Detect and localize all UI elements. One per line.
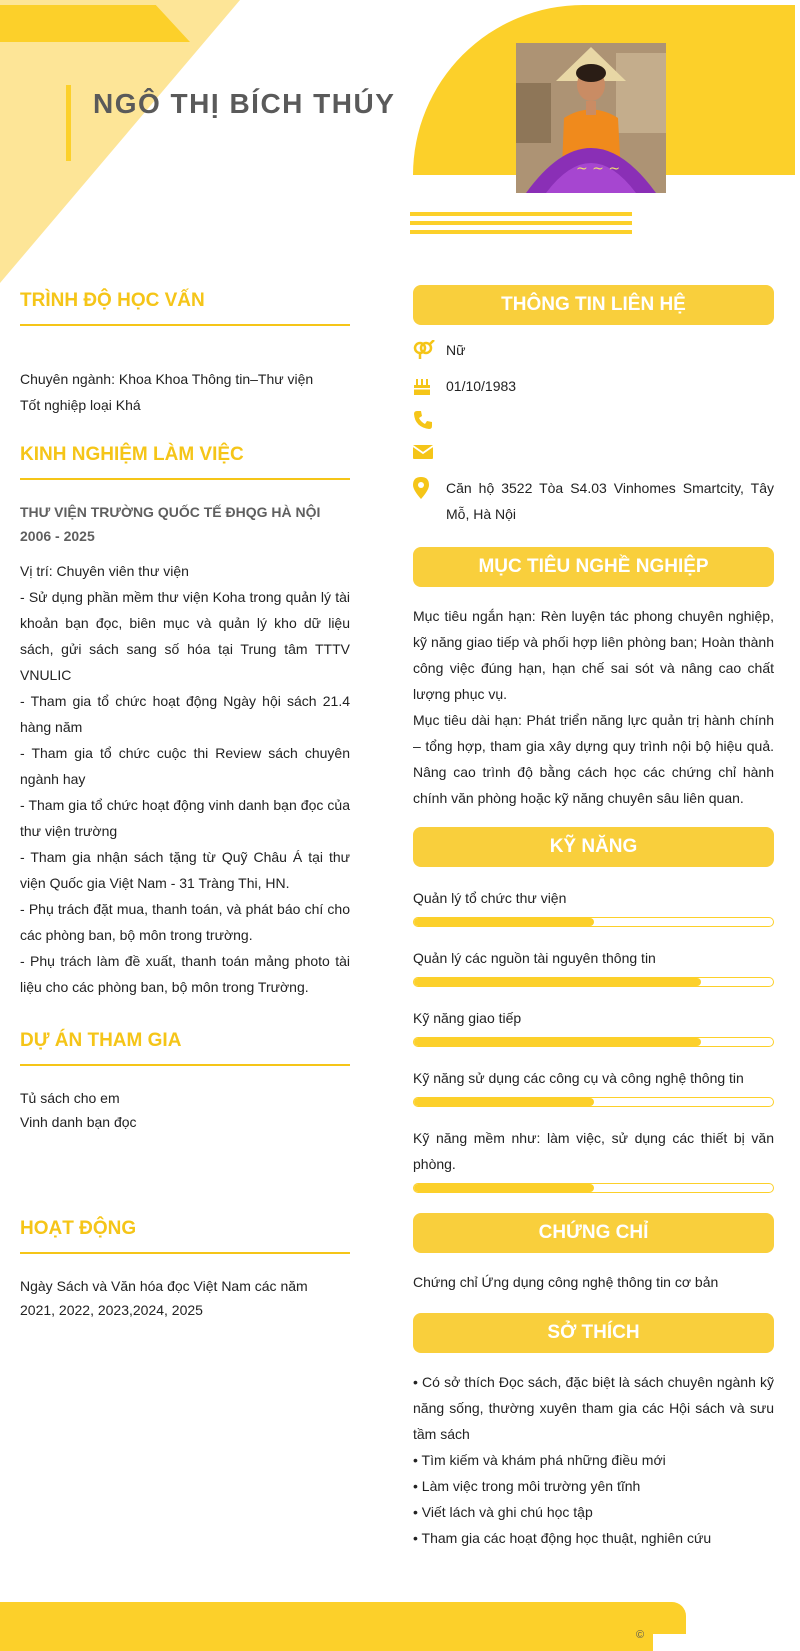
projects-heading: DỰ ÁN THAM GIA xyxy=(20,1030,350,1066)
education-heading: TRÌNH ĐỘ HỌC VẤN xyxy=(20,290,350,326)
skill-progress-fill xyxy=(414,1184,594,1192)
avatar xyxy=(516,43,666,193)
hobby-item: • Làm việc trong môi trường yên tĩnh xyxy=(413,1478,641,1494)
right-column xyxy=(413,285,774,1551)
experience-section xyxy=(20,444,350,1000)
skill-progress-fill xyxy=(414,1098,594,1106)
experience-item: Vị trí: Chuyên viên thư viện xyxy=(20,563,189,579)
location-pin-icon xyxy=(413,475,446,501)
skill-item xyxy=(413,1125,774,1193)
skills-heading: KỸ NĂNG xyxy=(413,827,774,867)
contact-heading: THÔNG TIN LIÊN HỆ xyxy=(413,285,774,325)
header-stripes-decoration xyxy=(410,212,632,239)
hobby-item: • Có sở thích Đọc sách, đặc biệt là sách chuyên ngành kỹ năng sống, thường xuyên tham gia các Hội sách và sưu tầm sách xyxy=(413,1374,774,1442)
skill-item xyxy=(413,945,774,987)
skill-progress-fill xyxy=(414,978,701,986)
contact-address-row xyxy=(413,475,774,527)
experience-item: - Tham gia tổ chức hoạt động Ngày hội sách 21.4 hàng năm xyxy=(20,693,350,735)
certificate-item: Chứng chỉ Ứng dụng công nghệ thông tin cơ bản xyxy=(413,1274,719,1290)
email-icon xyxy=(413,439,446,465)
contact-birthday-row xyxy=(413,373,774,399)
header-triangle-decoration xyxy=(0,0,240,283)
skill-item xyxy=(413,1065,774,1107)
activity-item: Ngày Sách và Văn hóa đọc Việt Nam các năm xyxy=(20,1278,308,1294)
birthday-cake-icon xyxy=(413,373,446,399)
skill-progress-bar xyxy=(413,1097,774,1107)
contact-address: Căn hộ 3522 Tòa S4.03 Vinhomes Smartcity, Tây Mỗ, Hà Nội xyxy=(446,480,774,522)
skill-progress-fill xyxy=(414,1038,701,1046)
activities-heading: HOẠT ĐỘNG xyxy=(20,1218,350,1254)
education-grade: Tốt nghiệp loại Khá xyxy=(20,397,141,413)
skill-item xyxy=(413,885,774,927)
experience-heading: KINH NGHIỆM LÀM VIỆC xyxy=(20,444,350,480)
skill-item xyxy=(413,1005,774,1047)
contact-email-row xyxy=(413,439,774,465)
experience-item: - Tham gia nhận sách tặng từ Quỹ Châu Á tại thư viện Quốc gia Việt Nam - 31 Tràng Thi, HN. xyxy=(20,849,350,891)
skill-label: Kỹ năng sử dụng các công cụ và công nghệ thông tin xyxy=(413,1070,744,1086)
education-section xyxy=(20,290,350,418)
contact-birthday: 01/10/1983 xyxy=(446,378,517,394)
contact-gender-row xyxy=(413,337,774,363)
page-title: NGÔ THỊ BÍCH THÚY xyxy=(93,88,396,119)
experience-company: THƯ VIỆN TRƯỜNG QUỐC TẾ ĐHQG HÀ NỘI xyxy=(20,504,321,520)
skill-label: Kỹ năng mềm như: làm việc, sử dụng các thiết bị văn phòng. xyxy=(413,1130,774,1172)
skills-section xyxy=(413,885,774,1193)
hobbies-section xyxy=(413,1369,774,1551)
hobby-item: • Tham gia các hoạt động học thuật, nghiên cứu xyxy=(413,1530,712,1546)
footer-corner xyxy=(653,1634,800,1651)
skill-progress-bar xyxy=(413,1183,774,1193)
project-item: Tủ sách cho em xyxy=(20,1090,120,1106)
activity-item: 2021, 2022, 2023,2024, 2025 xyxy=(20,1302,203,1318)
footer-bar xyxy=(0,1602,686,1651)
goals-heading: MỤC TIÊU NGHỀ NGHIỆP xyxy=(413,547,774,587)
left-column xyxy=(20,290,350,1322)
footer-copyright: © xyxy=(636,1629,645,1641)
gender-icon xyxy=(413,337,446,363)
education-major: Chuyên ngành: Khoa Khoa Thông tin–Thư viện xyxy=(20,371,314,387)
project-item: Vinh danh bạn đọc xyxy=(20,1114,137,1130)
svg-text:~ ~ ~: ~ ~ ~ xyxy=(576,161,621,177)
skill-label: Quản lý các nguồn tài nguyên thông tin xyxy=(413,950,656,966)
contact-gender: Nữ xyxy=(446,342,466,358)
certificates-heading: CHỨNG CHỈ xyxy=(413,1213,774,1253)
skill-progress-bar xyxy=(413,917,774,927)
skill-label: Quản lý tổ chức thư viện xyxy=(413,890,567,906)
skill-progress-bar xyxy=(413,977,774,987)
experience-period: 2006 - 2025 xyxy=(20,528,95,544)
hobby-item: • Tìm kiếm và khám phá những điều mới xyxy=(413,1452,666,1468)
phone-icon xyxy=(413,407,446,433)
hobbies-heading: SỞ THÍCH xyxy=(413,1313,774,1353)
goals-section xyxy=(413,603,774,811)
experience-item: - Tham gia tổ chức cuộc thi Review sách chuyên ngành hay xyxy=(20,745,350,787)
goal-long-term: Mục tiêu dài hạn: Phát triển năng lực quản trị hành chính – tổng hợp, tham gia xây dựng quy trình nội bộ hiệu quả. Nâng cao trình độ bằng cách học các chứng chỉ hành chính văn phòng hoặc kỹ năng chuyên sâu liên quan. xyxy=(413,712,774,806)
experience-item: - Phụ trách đặt mua, thanh toán, và phát báo chí cho các phòng ban, bộ môn trong trường. xyxy=(20,901,350,943)
experience-item: - Sử dụng phần mềm thư viện Koha trong quản lý tài khoản bạn đọc, biên mục và quản lý kho dữ liệu sách, gửi sách sang số hóa tại Trung tâm TTTV VNULIC xyxy=(20,589,350,683)
experience-item: - Tham gia tổ chức hoạt động vinh danh bạn đọc của thư viện trường xyxy=(20,797,350,839)
experience-item: - Phụ trách làm đề xuất, thanh toán mảng photo tài liệu cho các phòng ban, bộ môn trong Trường. xyxy=(20,953,350,995)
activities-section xyxy=(20,1218,350,1322)
name-accent-bar xyxy=(66,85,71,161)
contact-section xyxy=(413,337,774,527)
goal-short-term: Mục tiêu ngắn hạn: Rèn luyện tác phong chuyên nghiệp, kỹ năng giao tiếp và phối hợp liên phòng ban; Hoàn thành công việc đúng hạn, hạn chế sai sót và nâng cao chất lượng phục vụ. xyxy=(413,608,774,702)
skill-progress-fill xyxy=(414,918,594,926)
projects-section xyxy=(20,1030,350,1134)
contact-phone-row xyxy=(413,407,774,433)
skill-progress-bar xyxy=(413,1037,774,1047)
skill-label: Kỹ năng giao tiếp xyxy=(413,1010,522,1026)
hobby-item: • Viết lách và ghi chú học tập xyxy=(413,1504,593,1520)
